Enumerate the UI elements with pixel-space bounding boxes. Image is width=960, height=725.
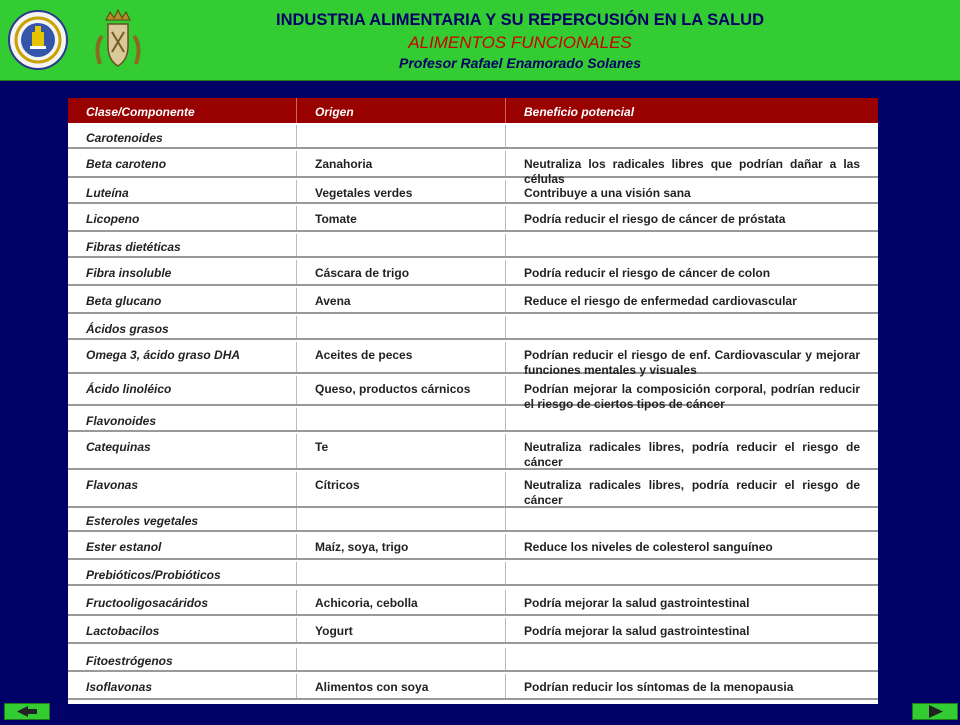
benefit-cell (505, 234, 878, 256)
professor-name: Profesor Rafael Enamorado Solanes (399, 55, 641, 71)
origin-cell: Aceites de peces (296, 342, 505, 372)
page-title: INDUSTRIA ALIMENTARIA Y SU REPERCUSIÓN EN LA SALUD (276, 11, 764, 29)
origin-cell: Achicoria, cebolla (296, 590, 505, 614)
origin-cell: Queso, productos cárnicos (296, 376, 505, 404)
benefit-cell: Contribuye a una visión sana (505, 180, 878, 202)
benefit-cell: Neutraliza los radicales libres que podrían dañar a las células (505, 151, 878, 176)
table-row (68, 408, 878, 432)
benefit-cell (505, 125, 878, 147)
origin-cell (296, 408, 505, 430)
component-cell: Luteína (86, 186, 129, 200)
benefit-cell: Podrían reducir el riesgo de enf. Cardiovascular y mejorar funciones mentales y visuales (505, 342, 878, 372)
origin-cell: Tomate (296, 206, 505, 230)
table-row (68, 472, 878, 508)
benefit-cell: Podrían mejorar la composición corporal, podrían reducir el riesgo de ciertos tipos de cáncer (505, 376, 878, 404)
component-cell: Beta glucano (86, 294, 162, 308)
functional-foods-table (68, 98, 878, 704)
origin-cell: Alimentos con soya (296, 674, 505, 698)
origin-cell: Cáscara de trigo (296, 260, 505, 284)
origin-cell (296, 234, 505, 256)
table-row (68, 648, 878, 672)
benefit-cell (505, 508, 878, 530)
category-cell: Esteroles vegetales (86, 514, 199, 528)
table-row (68, 260, 878, 286)
table-row (68, 234, 878, 258)
previous-slide-button[interactable] (4, 703, 50, 720)
benefit-cell: Reduce los niveles de colesterol sanguíneo (505, 534, 878, 558)
component-cell: Isoflavonas (86, 680, 153, 694)
origin-cell: Te (296, 434, 505, 468)
component-cell: Omega 3, ácido graso DHA (86, 348, 241, 362)
page-subtitle: ALIMENTOS FUNCIONALES (408, 33, 632, 52)
component-cell: Beta caroteno (86, 157, 167, 171)
component-cell: Fructooligosacáridos (86, 596, 209, 610)
table-row (68, 316, 878, 340)
benefit-cell: Reduce el riesgo de enfermedad cardiovascular (505, 288, 878, 312)
benefit-cell: Podría mejorar la salud gastrointestinal (505, 590, 878, 614)
crown-shield-logo (88, 6, 148, 74)
benefit-cell (505, 562, 878, 584)
column-header-benefit: Beneficio potencial (505, 98, 878, 123)
benefit-cell: Podría reducir el riesgo de cáncer de colon (505, 260, 878, 284)
benefit-cell (505, 316, 878, 338)
benefit-cell: Podría mejorar la salud gastrointestinal (505, 618, 878, 642)
table-row (68, 180, 878, 204)
header-banner (0, 0, 960, 81)
table-row (68, 206, 878, 232)
benefit-cell (505, 648, 878, 670)
origin-cell: Avena (296, 288, 505, 312)
component-cell: Flavonas (86, 478, 139, 492)
triangle-right-icon (912, 703, 958, 720)
column-header-origin: Origen (296, 98, 505, 123)
table-row (68, 562, 878, 586)
origin-cell: Vegetales verdes (296, 180, 505, 202)
table-row (68, 618, 878, 644)
table-row (68, 534, 878, 560)
category-cell: Ácidos grasos (86, 322, 169, 336)
origin-cell: Zanahoria (296, 151, 505, 176)
table-row (68, 508, 878, 532)
category-cell: Prebióticos/Probióticos (86, 568, 221, 582)
benefit-cell: Neutraliza radicales libres, podría reducir el riesgo de cáncer (505, 472, 878, 506)
column-header-component: Clase/Componente (86, 105, 195, 119)
table-row (68, 590, 878, 616)
origin-cell (296, 316, 505, 338)
component-cell: Fibra insoluble (86, 266, 172, 280)
benefit-cell (505, 408, 878, 430)
category-cell: Fitoestrógenos (86, 654, 173, 668)
triangle-left-icon (4, 703, 50, 720)
table-row (68, 125, 878, 149)
component-cell: Ácido linoléico (86, 382, 172, 396)
university-crest-logo (8, 6, 68, 74)
table-header-row (68, 98, 878, 123)
benefit-cell: Neutraliza radicales libres, podría reducir el riesgo de cáncer (505, 434, 878, 468)
table-row (68, 288, 878, 314)
component-cell: Catequinas (86, 440, 151, 454)
benefit-cell: Podrían reducir los síntomas de la menopausia (505, 674, 878, 698)
next-slide-button[interactable] (912, 703, 958, 720)
origin-cell (296, 508, 505, 530)
category-cell: Flavonoides (86, 414, 157, 428)
component-cell: Ester estanol (86, 540, 162, 554)
benefit-cell: Podría reducir el riesgo de cáncer de próstata (505, 206, 878, 230)
origin-cell: Maíz, soya, trigo (296, 534, 505, 558)
table-row (68, 674, 878, 700)
origin-cell (296, 125, 505, 147)
origin-cell: Cítricos (296, 472, 505, 506)
component-cell: Lactobacilos (86, 624, 160, 638)
category-cell: Carotenoides (86, 131, 163, 145)
category-cell: Fibras dietéticas (86, 240, 181, 254)
origin-cell (296, 648, 505, 670)
origin-cell (296, 562, 505, 584)
table-row (68, 376, 878, 411)
table-row (68, 342, 878, 377)
table-row (68, 434, 878, 470)
table-row (68, 151, 878, 186)
origin-cell: Yogurt (296, 618, 505, 642)
component-cell: Licopeno (86, 212, 140, 226)
